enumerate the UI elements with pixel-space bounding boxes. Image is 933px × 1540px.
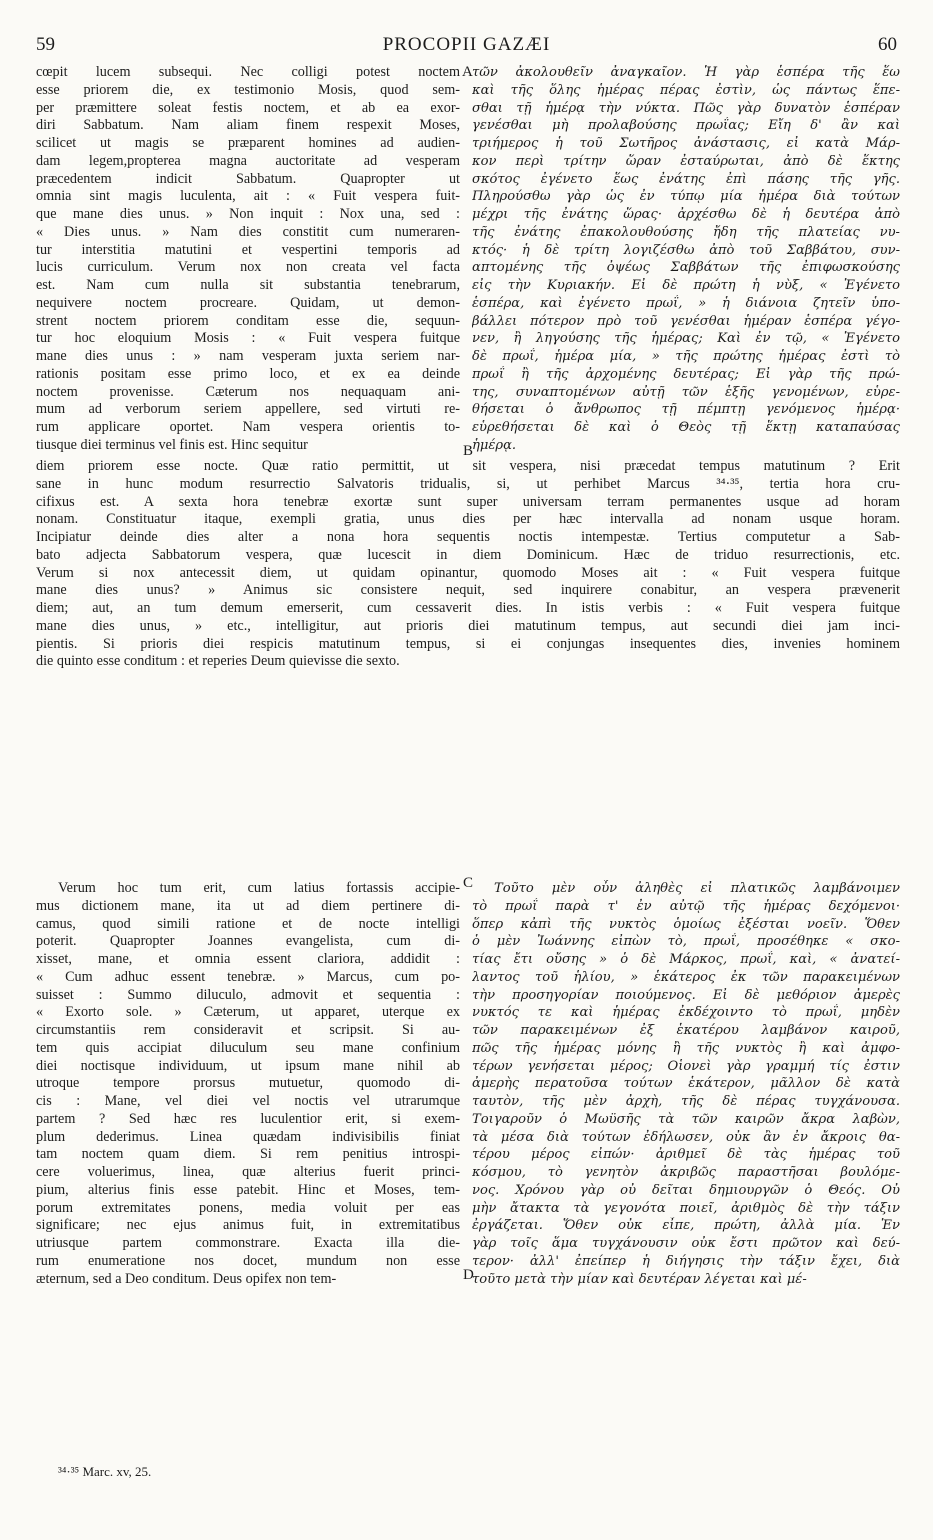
text-line: porum extremitates ponens, media voluit per eas bbox=[36, 1199, 460, 1216]
latin-column-top bbox=[36, 64, 460, 455]
text-line: rationis positam esse primo loco, et ex ea deinde bbox=[36, 365, 460, 382]
text-line: suisset : Summo diluculo, admovit et sequentia : bbox=[36, 986, 460, 1003]
margin-letter-c: C bbox=[463, 875, 474, 891]
text-line: γὰρ τοῖς ἅμα τυγχάνουσιν οὐκ ἔστι πρῶτον καὶ δεύ- bbox=[472, 1236, 900, 1251]
text-line: mum ad verborum seriem appellere, sed virtuti re- bbox=[36, 401, 460, 418]
text-line: bato adjecta Sabbatorum vespera, quæ lucescit in diem Dominicum. Hæc de triduo resurrectionis, etc. bbox=[36, 546, 900, 563]
text-line: ταυτὸν, τῆς μὲν ἀρχὴ, τῆς δὲ πέρας τυγχάνουσα. bbox=[472, 1094, 900, 1109]
page-number-left: 59 bbox=[36, 34, 55, 55]
text-line: pientis. Si prioris diei respicis matutinum tempus, si ei conjungas insequentes dies, invenies hominem bbox=[36, 635, 900, 652]
text-line: dam legem,propterea magna auctoritate ad vesperam bbox=[36, 152, 460, 169]
text-line: εὑρεθήσεται δὲ καὶ ὁ Θεὸς τῇ ἕκτῃ καταπαύσας bbox=[472, 420, 900, 435]
text-line: diem priorem esse nocte. Quæ ratio permittit, ut sit vespera, nisi præcedat tempus matutinum ? Erit bbox=[36, 458, 900, 474]
text-line: per præmittere soleat festis noctem, et ab ea exor- bbox=[36, 99, 460, 116]
text-line: diri Sabbatum. Nam aliam finem respexit Moses, bbox=[36, 117, 460, 134]
text-line: cis : Mane, vel diei vel noctis vel utrarumque bbox=[36, 1093, 460, 1109]
text-line: μὴν ἄτακτα τὰ γεγονότα ποιεῖ, ἀριθμὸς δὲ τὴν τάξιν bbox=[472, 1200, 900, 1216]
text-line: tem quis accipiat diluculum seu mane confinium bbox=[36, 1039, 460, 1056]
text-line: diei noctisque individuum, ut ipsum mane nihil ab bbox=[36, 1057, 460, 1074]
text-line: θήσεται ὁ ἄνθρωπος τῇ πέμπτῃ γενόμενος ἡμέρᾳ· bbox=[472, 402, 900, 418]
text-line: sane in hunc modum resurrectio Salvatoris tridualis, si, ut perhibet Marcus ³⁴·³⁵, tertia hora cru- bbox=[36, 475, 900, 492]
page-number-right: 60 bbox=[878, 34, 897, 55]
text-line: cœpit lucem subsequi. Nec colligi potest noctem bbox=[36, 64, 460, 80]
text-line: tam noctem quam diem. Si rem penitius introspi- bbox=[36, 1146, 460, 1163]
text-line: « Dies unus. » Nam dies constitit cum numeraren- bbox=[36, 223, 460, 240]
text-line: τὰ μέσα διὰ τούτων ἐδήλωσεν, οὐκ ἂν ἐν ἄκροις θα- bbox=[472, 1129, 900, 1145]
greek-column-top bbox=[472, 64, 900, 455]
text-line: circumstantiis rem consideravit et scripsit. Si au- bbox=[36, 1022, 460, 1038]
text-line: nequivere noctem procreare. Quidam, ut demon- bbox=[36, 294, 460, 311]
text-line: Τοῦτο μὲν οὖν ἀληθὲς εἰ πλατικῶς λαμβάνοιμεν bbox=[494, 881, 900, 896]
text-line: κον περὶ τρίτην ὥραν ἐσταύρωται, ἀπὸ δὲ ἕκτης bbox=[472, 153, 900, 169]
text-line: mus dictionem mane, ita ut ad diem pertinere di- bbox=[36, 897, 460, 914]
text-line: esse priorem die, ex testimonio Mosis, quod sem- bbox=[36, 81, 460, 98]
text-line: diem; aut, an tum demum emerserit, cum cessaverit dies. In istis verbis : « Fuit vespera fuitque bbox=[36, 600, 900, 616]
text-line: γενέσθαι μὴ προλαβούσης πρωΐας; Εἴη δ' ἂν καὶ bbox=[472, 118, 900, 134]
text-line: xisset, mane, et omnia essent clariora, addidit : bbox=[36, 951, 460, 967]
text-line: est. Nam cum nulla sit substantia tenebrarum, bbox=[36, 277, 460, 293]
margin-letter-a: A bbox=[462, 64, 473, 80]
text-line: ἀμερὴς περατοῦσα τούτων ἑκάτερον, μᾶλλον δὲ κατὰ bbox=[472, 1076, 900, 1092]
text-line: ὅπερ κἀπὶ τῆς νυκτὸς ὁμοίως ἐξέσται νοεῖν. Ὅθεν bbox=[472, 916, 900, 932]
text-line: λαντος τοῦ ἡλίου, » ἑκάτερος ἐκ τῶν παρακειμένων bbox=[472, 969, 900, 985]
text-line: ἐργάζεται. Ὅθεν οὐκ εἶπε, πρώτη, ἀλλὰ μία. Ἐν bbox=[472, 1218, 900, 1234]
text-line: « Exorto sole. » Cæterum, ut apparet, uterque ex bbox=[36, 1004, 460, 1021]
text-line: Verum hoc tum erit, cum latius fortassis accipie- bbox=[58, 880, 460, 896]
text-line: mane dies unus? » Animus sic consistere nequit, sed inquirere conabitur, an vespera prævenerit bbox=[36, 582, 900, 599]
text-line: utriusque partem commonstrare. Exacta illa die- bbox=[36, 1235, 460, 1251]
text-line: της, συναπτομένων αὐτῇ τῶν ἑξῆς γενομένων, εὑρε- bbox=[472, 384, 900, 400]
text-line: τὴν προσηγορίαν ποιούμενος. Εἰ δὲ μεθόριον ἀμερὲς bbox=[472, 987, 900, 1003]
greek-column-bottom bbox=[472, 880, 900, 1288]
running-header bbox=[36, 34, 897, 56]
text-line: τὸ πρωΐ παρὰ τ' ἐν αὐτῷ τῆς ἡμέρας δεχόμενοι· bbox=[472, 898, 900, 914]
text-line: die quinto esse conditum : et reperies Deum quievisse die sexto. bbox=[36, 653, 400, 670]
text-line: omnia sint magis luculenta, ait : « Fuit vespera fuit- bbox=[36, 188, 460, 205]
text-line: partem ? Sed hæc res luculentior erit, si exem- bbox=[36, 1110, 460, 1127]
text-line: æternum, sed a Deo conditum. Deus opifex non tem- bbox=[36, 1270, 337, 1287]
text-line: τοῦτο μετὰ τὴν μίαν καὶ δευτέραν λέγεται καὶ μέ- bbox=[472, 1271, 807, 1287]
text-line: nonam. Constituatur itaque, exempli gratia, unus dies per hæc intervalla ad nonam usque horam. bbox=[36, 511, 900, 528]
text-line: poterit. Quapropter Joannes evangelista, cum di- bbox=[36, 933, 460, 950]
text-line: noctem provenisse. Cæterum nos nequaquam ani- bbox=[36, 383, 460, 400]
text-line: νος. Χρόνου γὰρ οὐ δεῖται δημιουργῶν ὁ Θεός. Οὐ bbox=[472, 1182, 900, 1198]
text-line: τίας ἔτι οὔσης » ὁ δὲ Μάρκος, πρωΐ, καὶ, « ἀνατεί- bbox=[472, 952, 900, 967]
text-line: tur hoc eloquium Mosis : « Fuit vespera fuitque bbox=[36, 330, 460, 347]
text-line: τῶν ἀκολουθεῖν ἀναγκαῖον. Ἡ γὰρ ἑσπέρα τῆς ἕω bbox=[472, 65, 900, 80]
margin-letter-b: B bbox=[463, 443, 474, 459]
text-line: απτομένης τῆς ὀψέως Σαββάτων τῆς ἐπιφωσκούσης bbox=[472, 260, 900, 276]
text-line: utroque tempore prorsus mutuetur, quomodo di- bbox=[36, 1075, 460, 1092]
text-line: pium, alterius finis esse patebit. Hinc et Moses, tem- bbox=[36, 1181, 460, 1198]
text-line: Τοιγαροῦν ὁ Μωϋσῆς τὰ τῶν καιρῶν ἄκρα λαβὼν, bbox=[472, 1111, 900, 1127]
text-line: τέρου μέρος εἰπών· ἀριθμεῖ δὲ τὰς ἡμέρας τοῦ bbox=[472, 1147, 900, 1163]
text-line: que mane dies unus. » Non inquit : Nox una, sed : bbox=[36, 206, 460, 222]
text-line: tiusque diei terminus vel finis est. Hinc sequitur bbox=[36, 436, 308, 453]
text-line: significare; nec ejus animus fuit, in extremitatibus bbox=[36, 1217, 460, 1234]
running-title: PROCOPII GAZÆI bbox=[382, 34, 551, 55]
text-line: μέχρι τῆς ἐνάτης ὥρας· ἀρχέσθω δὲ ἡ δευτέρα ἀπὸ bbox=[472, 207, 900, 222]
text-line: πῶς τῆς ἡμέρας μόνης ἢ τῆς νυκτὸς ἢ καὶ ἀμφο- bbox=[472, 1040, 900, 1056]
footnote: ³⁴·³⁵ Marc. xv, 25. bbox=[58, 1464, 152, 1479]
text-line: εἰς τὴν Κυριακήν. Εἰ δὲ πρώτη ἡ νὺξ, « Ἐγένετο bbox=[472, 278, 900, 293]
text-line: cifixus est. A sexta hora tenebræ exortæ sunt super universam terram permanentes usque ad horam bbox=[36, 493, 900, 510]
text-line: τριήμερος ἡ τοῦ Σωτῆρος ἀνάστασις, εἰ κατὰ Μάρ- bbox=[472, 136, 900, 151]
text-line: καὶ τῆς ὅλης ἡμέρας πέρας ἐστὶν, ὡς πάντως ἕπε- bbox=[472, 82, 900, 98]
text-line: tur interstitia matutini et vespertini temporis ad bbox=[36, 241, 460, 258]
text-line: Incipiatur deinde dies alter a nona hora sequentis noctis intempestæ. Tertius computetur a Sab- bbox=[36, 529, 900, 545]
text-line: scilicet ut magis se præparent homines ad audien- bbox=[36, 135, 460, 151]
text-line: rum applicare oportet. Nam vespera orientis to- bbox=[36, 419, 460, 435]
text-line: lucis curriculum. Verum nox non creata vel facta bbox=[36, 259, 460, 276]
latin-full-width-text bbox=[36, 458, 900, 671]
text-line: σκότος ἐγένετο ἕως ἐνάτης ἐπὶ πάσης τῆς γῆς. bbox=[472, 171, 900, 187]
text-line: βάλλει πότερον πρὸ τοῦ γενέσθαι ἡμέραν ἑσπέρα γέγο- bbox=[472, 313, 900, 329]
text-line: δὲ πρωΐ, ἡμέρα μία, » τῆς πρώτης ἡμέρας ἐστὶ τὸ bbox=[472, 349, 900, 364]
text-line: κόσμου, τὸ γενητὸν ἀκριβῶς παραστῆσαι βουλόμε- bbox=[472, 1165, 900, 1180]
text-line: ἡμέρᾳ. bbox=[472, 437, 517, 453]
text-line: τῶν παρακειμένων ἐξ ἑκατέρου λαμβάνον καιροῦ, bbox=[472, 1023, 900, 1038]
text-line: mane dies unus : » nam vesperam juxta seriem nar- bbox=[36, 348, 460, 364]
text-line: præcedentem indicit Sabbatum. Quapropter ut bbox=[36, 170, 460, 187]
text-line: Πληρούσθω γὰρ ὡς ἐν τύπῳ μία ἡμέρα διὰ τούτων bbox=[472, 189, 900, 205]
text-line: camus, quod simili ratione et de nocte intelligi bbox=[36, 915, 460, 932]
text-line: ἑσπέρα, καὶ ἐγένετο πρωΐ, » ἡ διάνοια ζητεῖν ὑπο- bbox=[472, 295, 900, 311]
text-line: τέρων γενήσεται μέρος; Οἱονεὶ γὰρ γραμμή τίς ἐστιν bbox=[472, 1058, 900, 1074]
text-line: mane dies unus, » etc., intelligitur, aut prioris diei matutinum tempus, aut secundi diei jam inci- bbox=[36, 617, 900, 634]
text-line: νυκτός τε καὶ ἡμέρας ἐκδέχοιντο τὸ πρωΐ, μηδὲν bbox=[472, 1005, 900, 1021]
text-line: σθαι τῇ ἡμέρᾳ τὴν νύκτα. Πῶς γὰρ δυνατὸν ἑσπέραν bbox=[472, 100, 900, 116]
text-line: plum dederimus. Linea quædam indivisibilis finiat bbox=[36, 1128, 460, 1145]
text-line: κτός· ἡ δὲ τρίτη λογιζέσθω ἀπὸ τοῦ Σαββάτου, συν- bbox=[472, 242, 900, 258]
text-line: « Cum adhuc essent tenebræ. » Marcus, cum po- bbox=[36, 968, 460, 985]
text-line: cere voluerimus, linea, quæ alterius fuerit princi- bbox=[36, 1164, 460, 1180]
text-line: τῆς ἐνάτης ἐπακολουθούσης ἤδη τῆς πλατείας νυ- bbox=[472, 224, 900, 240]
text-line: rum enumeratione nos docet, mundum non esse bbox=[36, 1252, 460, 1269]
margin-letter-d: D bbox=[463, 1267, 474, 1283]
text-line: νεν, ἢ ληγούσης τῆς ἡμέρας; Καὶ ἐν τῷ, « Ἐγένετο bbox=[472, 331, 900, 347]
text-line: strent noctem priorem conditam esse die, sequun- bbox=[36, 312, 460, 329]
text-line: τερον· ἀλλ' ἐπείπερ ἡ διήγησις τὴν τάξιν ἔχει, διὰ bbox=[472, 1253, 900, 1269]
latin-column-bottom bbox=[36, 880, 460, 1288]
text-line: ὁ μὲν Ἰωάννης εἰπὼν τὸ, πρωΐ, προσέθηκε « σκο- bbox=[472, 934, 900, 950]
text-line: Verum si nox antecessit diem, ut quidam opinantur, quomodo Moses ait : « Fuit vespera fuitque bbox=[36, 564, 900, 581]
text-line: πρωΐ ἢ τῆς ἀρχομένης δευτέρας; Εἰ γὰρ τῆς πρώ- bbox=[472, 366, 900, 382]
